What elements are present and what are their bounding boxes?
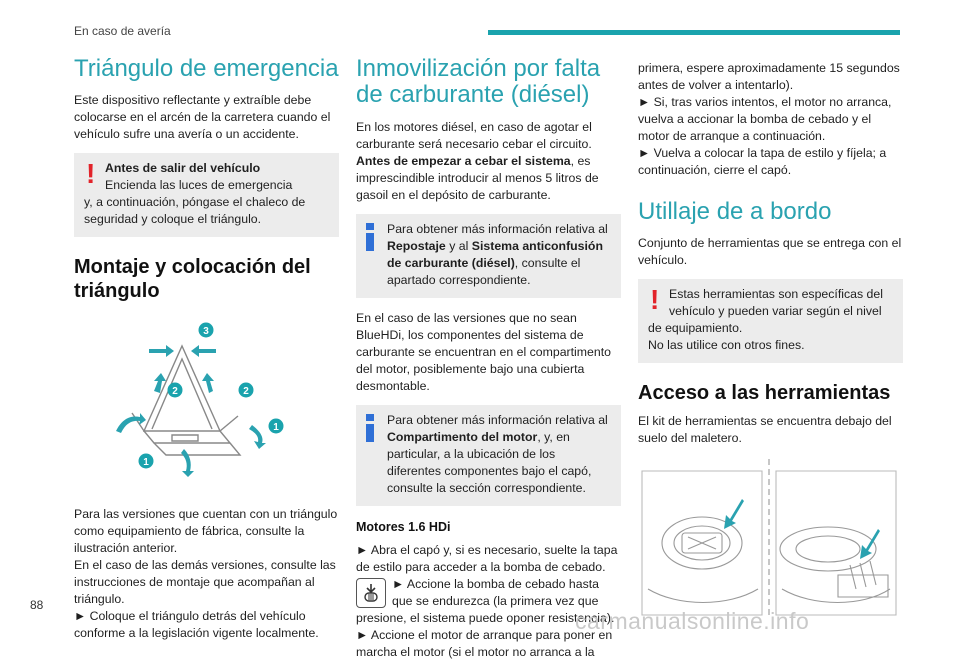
step-starter-cont: primera, espere aproximadamente 15 segundos antes de volver a intentarlo).	[638, 61, 900, 92]
subtitle-assembly: Montaje y colocación del triángulo	[74, 256, 311, 303]
trunk-tools-illustration	[638, 457, 900, 619]
callout-1a: 1	[273, 422, 279, 434]
info-box-engine: Para obtener más información relativa al Compartimento del motor, y, en particular, a la ubicación de los diferentes componentes bajo el capó, consulte la sección correspondiente.	[356, 405, 621, 506]
tools-intro: Conjunto de herramientas que se entrega con el vehículo.	[638, 236, 902, 268]
warning-title: Antes de salir del vehículo	[105, 161, 261, 176]
running-header: En caso de avería	[74, 24, 171, 38]
triangle-assembly-illustration	[94, 321, 309, 491]
warning-icon: !	[86, 158, 96, 190]
triangle-intro: Este dispositivo reflectante y extraíble debe colocarse en el arcén de la carretera cuando el vehículo sufre una avería o un accidente.	[74, 93, 331, 142]
fuel-para1: En los motores diésel, en caso de agotar el carburante será necesario cebar el circuito. Antes de empezar a cebar el sistema, es imprescindible introducir al menos 5 litros de gasoil en el depósito de carburante.	[356, 119, 599, 202]
fuel-para2: En el caso de las versiones que no sean BlueHDi, los componentes del sistema de carburante se encuentran en el compartimento del motor, posiblemente bajo una cubierta desmontable.	[356, 310, 611, 393]
column-3	[638, 60, 903, 624]
info-icon	[366, 223, 375, 253]
triangle-para2: En el caso de las demás versiones, consulte las instrucciones de montaje que acompañan al triángulo.	[74, 558, 336, 607]
info-box-refuel: Para obtener más información relativa al Repostaje y al Sistema anticonfusión de carburante (diésel), consulte el apartado correspondiente.	[356, 214, 621, 298]
callout-2a: 2	[172, 386, 178, 398]
step-starter: ► Accione el motor de arranque para poner en marcha el motor (si el motor no arranca a la	[356, 627, 613, 659]
callout-3: 3	[203, 326, 209, 338]
step-prime-pump: ► Accione la bomba de cebado hasta que se endurezca (la primera vez que	[356, 576, 621, 610]
warning-line1: Encienda las luces de emergencia	[105, 178, 293, 193]
step-close-hood: ► Vuelva a colocar la tapa de estilo y fíjela; a continuación, cierre el capó.	[638, 146, 887, 177]
section-title-tools: Utillaje de a bordo	[638, 198, 832, 225]
page-number: 88	[30, 598, 44, 612]
callout-2b: 2	[243, 386, 249, 398]
step-prime-pump-cont: presione, el sistema puede oponer resistencia).	[356, 610, 615, 625]
step-open-hood: ► Abra el capó y, si es necesario, suelte la tapa de estilo para acceder a la bomba de cebado.	[356, 542, 618, 574]
column-1	[74, 56, 339, 642]
triangle-para1: Para las versiones que cuentan con un triángulo como equipamiento de fábrica, consulte la ilustración anterior.	[74, 507, 338, 556]
section-title-fuel: Inmovilización por falta de carburante (diésel)	[356, 55, 601, 109]
section-title-triangle: Triángulo de emergencia	[74, 55, 339, 82]
warning-icon: !	[650, 284, 660, 316]
warning-box-triangle	[74, 153, 339, 237]
tools-location: El kit de herramientas se encuentra debajo del suelo del maletero.	[638, 414, 892, 446]
callout-1b: 1	[143, 457, 149, 469]
warning-box-tools: ! Estas herramientas son específicas del vehículo y pueden variar según el nivel de equipamiento. No las utilice con otros fines.	[638, 279, 903, 363]
step-retry: ► Si, tras varios intentos, el motor no arranca, vuelva a accionar la bomba de cebado y el motor de arranque a continuación.	[638, 95, 892, 143]
watermark: carmanualsonline.info	[575, 608, 810, 634]
priming-pump-icon	[356, 578, 386, 608]
info-icon	[366, 414, 375, 444]
triangle-para3: ► Coloque el triángulo detrás del vehículo conforme a la legislación vigente localmente.	[74, 609, 319, 641]
subtitle-engines: Motores 1.6 HDi	[356, 519, 451, 534]
header-accent-bar	[488, 30, 900, 35]
column-2	[356, 56, 621, 661]
subtitle-tool-access: Acceso a las herramientas	[638, 382, 891, 405]
warning-rest: y, a continuación, póngase el chaleco de seguridad y coloque el triángulo.	[84, 195, 306, 227]
